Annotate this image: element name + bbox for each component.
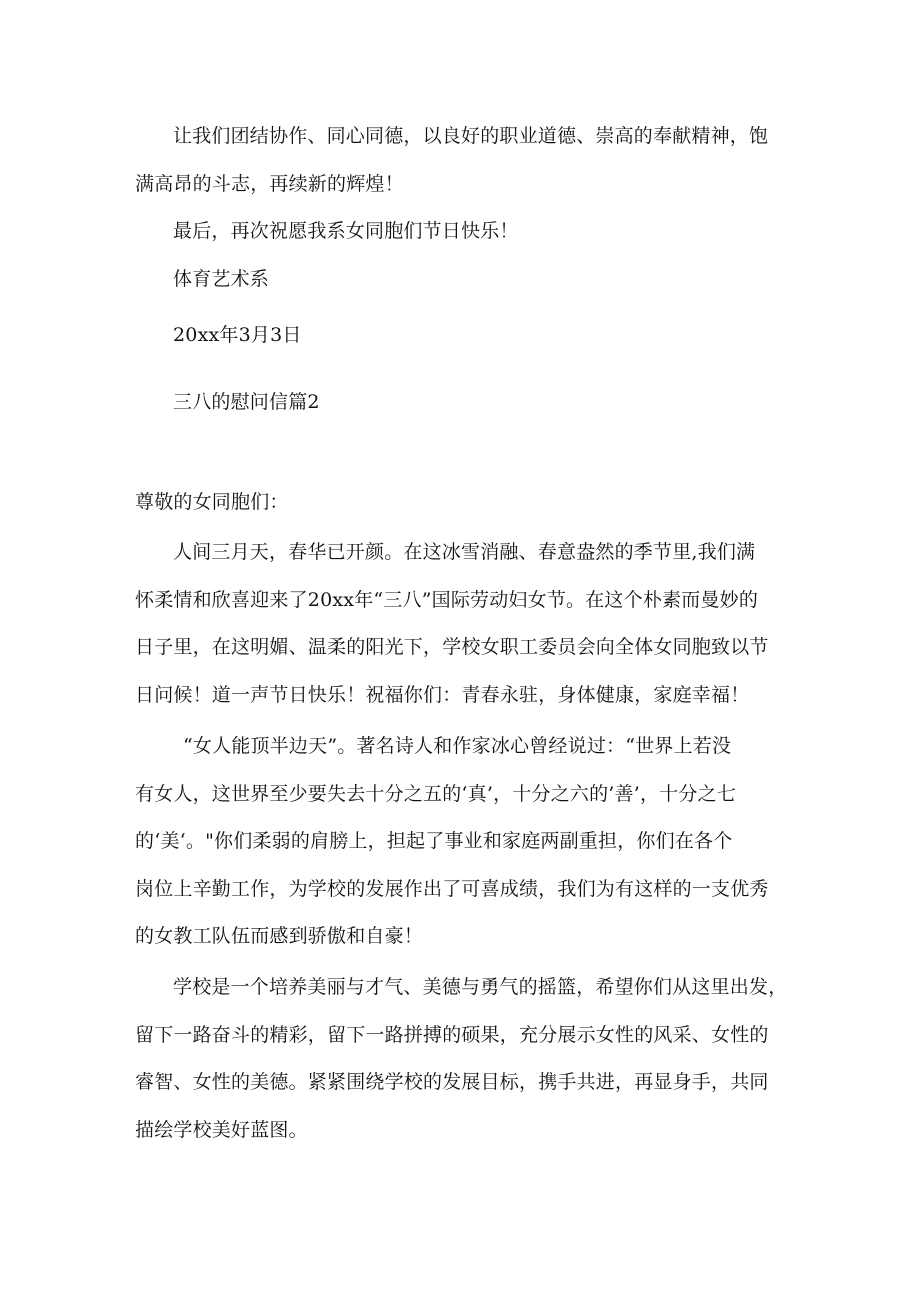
paragraph-line: 留下一路奋斗的精彩，留下一路拼搏的硕果，充分展示女性的风采、女性的 bbox=[135, 1024, 769, 1046]
section-heading: 三八的慰问信篇2 bbox=[173, 391, 320, 413]
closing-wish: 最后，再次祝愿我系女同胞们节日快乐！ bbox=[173, 220, 519, 242]
paragraph-line: 睿智、女性的美德。紧紧围绕学校的发展目标，携手共进，再显身手，共同 bbox=[135, 1071, 769, 1093]
paragraph-line: “女人能顶半边天”。著名诗人和作家冰心曾经说过：“世界上若没 bbox=[183, 735, 732, 757]
paragraph-line: 岗位上辛勤工作，为学校的发展作出了可喜成绩，我们为有这样的一支优秀 bbox=[135, 878, 769, 900]
paragraph-line: 人间三月天，春华已开颜。在这冰雪消融、春意盎然的季节里,我们满 bbox=[173, 541, 756, 563]
signature: 体育艺术系 bbox=[173, 268, 270, 290]
paragraph-line: 学校是一个培养美丽与才气、美德与勇气的摇篮，希望你们从这里出发， bbox=[173, 976, 788, 998]
paragraph-line: 的‘美‘。"你们柔弱的肩膀上，担起了事业和家庭两副重担，你们在各个 bbox=[135, 830, 733, 852]
paragraph-line: 日问候！道一声节日快乐！祝福你们：青春永驻，身体健康，家庭幸福！ bbox=[135, 684, 750, 706]
paragraph-line: 有女人，这世界至少要失去十分之五的‘真’，十分之六的’善’，十分之七 bbox=[135, 783, 736, 805]
paragraph-line: 的女教工队伍而感到骄傲和自豪！ bbox=[135, 925, 424, 947]
letter-date: 20xx年3月3日 bbox=[173, 324, 302, 346]
paragraph-line: 描绘学校美好蓝图。 bbox=[135, 1119, 308, 1141]
paragraph-line: 怀柔情和欣喜迎来了20xx年“三八”国际劳动妇女节。在这个朴素而曼妙的 bbox=[135, 589, 759, 611]
paragraph-line: 让我们团结协作、同心同德，以良好的职业道德、崇高的奉献精神，饱 bbox=[173, 125, 769, 147]
paragraph-line: 日子里，在这明媚、温柔的阳光下，学校女职工委员会向全体女同胞致以节 bbox=[135, 636, 769, 658]
salutation: 尊敬的女同胞们： bbox=[135, 491, 289, 513]
paragraph-line: 满高昂的斗志，再续新的辉煌！ bbox=[135, 173, 404, 195]
